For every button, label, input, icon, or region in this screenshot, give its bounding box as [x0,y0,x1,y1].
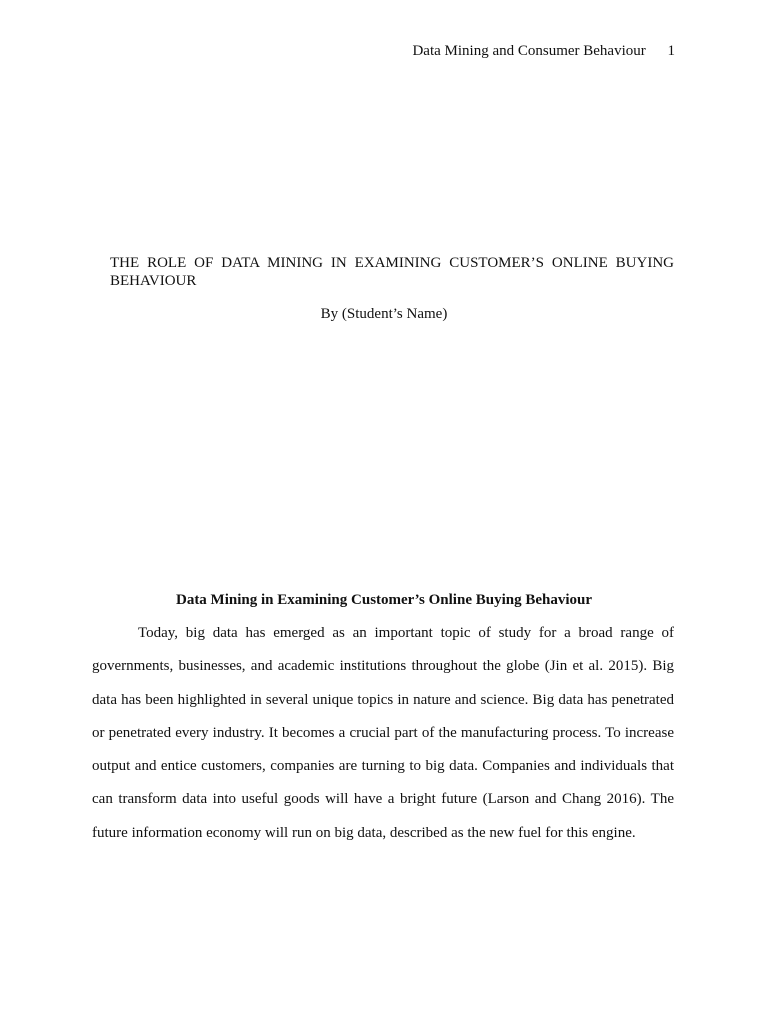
body-paragraph: Today, big data has emerged as an important topic of study for a broad range of governments, businesses, and academic institutions throughout the globe (Jin et al. 2015). Big data has been highlighted in several unique topics in nature and science. Big data has penetrated or penetrated every industry. It becomes a crucial part of the manufacturing process. To increase output and entice customers, companies are turning to big data. Companies and individuals that can transform data into useful goods will have a bright future (Larson and Chang 2016). The future information economy will run on big data, described as the new fuel for this engine. [92,625,674,841]
author-byline: By (Student’s Name) [320,306,448,322]
running-head-title: Data Mining and Consumer Behaviour [412,43,646,59]
running-head [412,43,675,60]
paper-title: THE ROLE OF DATA MINING IN EXAMINING CUSTOMER’S ONLINE BUYING BEHAVIOUR [110,255,674,289]
page-number: 1 [667,43,675,59]
section-heading: Data Mining in Examining Customer’s Online Buying Behaviour [175,592,593,608]
